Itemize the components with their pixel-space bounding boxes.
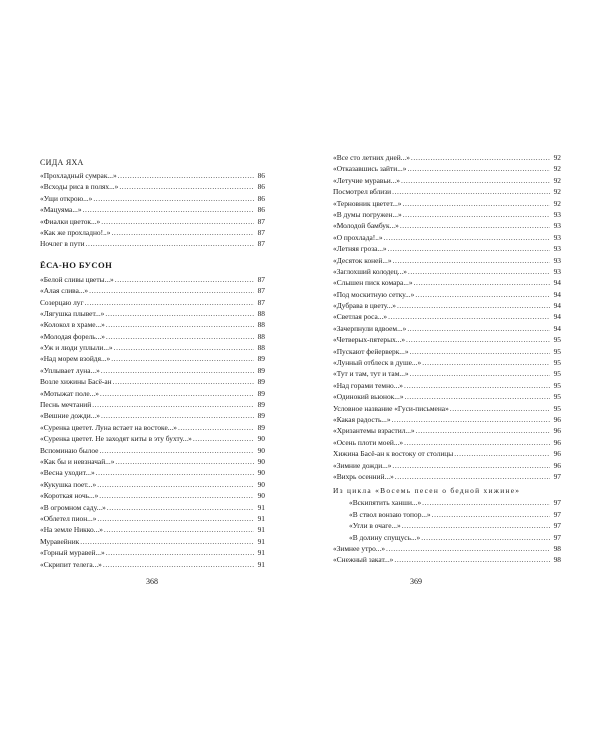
left-toc bbox=[40, 157, 265, 570]
tail-entries bbox=[333, 543, 561, 566]
toc-entry-page: 91 bbox=[257, 559, 265, 569]
toc-entry bbox=[40, 308, 265, 319]
dot-leader bbox=[403, 209, 550, 220]
toc-entry-page: 89 bbox=[257, 377, 265, 387]
toc-entry-title: «Дубрава в цвету...» bbox=[333, 301, 396, 311]
toc-entry bbox=[333, 543, 561, 554]
dot-leader bbox=[386, 543, 550, 554]
toc-entry-title: «Вешние дожди...» bbox=[40, 411, 100, 421]
toc-entry bbox=[333, 175, 561, 186]
toc-entry-title: «Десяток коней...» bbox=[333, 255, 392, 265]
toc-entry-page: 98 bbox=[553, 543, 561, 553]
dot-leader bbox=[101, 216, 254, 227]
toc-entry-title: «В долину спущусь...» bbox=[349, 532, 421, 542]
toc-entry-page: 92 bbox=[553, 175, 561, 185]
toc-entry-title: «Заглохший колодец...» bbox=[333, 266, 407, 276]
toc-entry bbox=[333, 520, 561, 531]
toc-entry-title: «Зимние дожди...» bbox=[333, 460, 392, 470]
toc-entry bbox=[40, 297, 265, 308]
right-page-number: 369 bbox=[410, 577, 422, 586]
toc-entry-page: 97 bbox=[553, 509, 561, 519]
left-page-number: 368 bbox=[146, 577, 158, 586]
toc-entry-page: 92 bbox=[553, 187, 561, 197]
toc-entry-title: «Угли в очаге...» bbox=[349, 521, 401, 531]
toc-entry bbox=[333, 509, 561, 520]
toc-entry-page: 90 bbox=[257, 468, 265, 478]
toc-entry-title: Условное название «Гуси-письмена» bbox=[333, 403, 449, 413]
toc-entry bbox=[333, 380, 561, 391]
dot-leader bbox=[106, 319, 254, 330]
cycle-entries bbox=[333, 497, 561, 543]
toc-entry bbox=[333, 414, 561, 425]
toc-entry-title: «Весна уходит...» bbox=[40, 468, 95, 478]
toc-entry-title: «Кукушка поет...» bbox=[40, 479, 97, 489]
toc-entry bbox=[40, 181, 265, 192]
toc-entry bbox=[40, 170, 265, 181]
toc-entry bbox=[333, 403, 561, 414]
toc-entry bbox=[333, 368, 561, 379]
toc-entry-page: 97 bbox=[553, 471, 561, 481]
dot-leader bbox=[106, 331, 254, 342]
dot-leader bbox=[392, 460, 550, 471]
toc-entry-title: Хижина Басё-ан к востоку от столицы bbox=[333, 449, 454, 459]
dot-leader bbox=[392, 186, 550, 197]
toc-entry bbox=[333, 163, 561, 174]
toc-entry-page: 96 bbox=[553, 437, 561, 447]
dot-leader bbox=[99, 445, 254, 456]
toc-entry-title: Возле хижины Басё-ан bbox=[40, 377, 112, 387]
toc-entry-title: «Летняя гроза...» bbox=[333, 244, 387, 254]
toc-entry bbox=[333, 300, 561, 311]
dot-leader bbox=[97, 513, 254, 524]
toc-entry bbox=[333, 357, 561, 368]
toc-entry-page: 94 bbox=[553, 323, 561, 333]
toc-entry-title: «Летучие муравьи...» bbox=[333, 175, 400, 185]
dot-leader bbox=[115, 456, 254, 467]
toc-entry-page: 88 bbox=[257, 343, 265, 353]
toc-entry-title: «Облетел пион...» bbox=[40, 513, 97, 523]
toc-entry bbox=[333, 266, 561, 277]
dot-leader bbox=[114, 342, 254, 353]
toc-entry-page: 93 bbox=[553, 209, 561, 219]
toc-entry bbox=[333, 448, 561, 459]
toc-entry-page: 94 bbox=[553, 301, 561, 311]
dot-leader bbox=[93, 193, 254, 204]
dot-leader bbox=[395, 471, 550, 482]
toc-entry bbox=[333, 152, 561, 163]
toc-entry-title: «В огромном саду...» bbox=[40, 502, 106, 512]
toc-entry-title: «Осень плоти моей...» bbox=[333, 437, 404, 447]
toc-entry-page: 90 bbox=[257, 491, 265, 501]
toc-entry bbox=[40, 193, 265, 204]
toc-entry bbox=[40, 524, 265, 535]
toc-entry bbox=[40, 479, 265, 490]
dot-leader bbox=[403, 198, 551, 209]
toc-entry-title: «Хризантемы взрастил...» bbox=[333, 426, 415, 436]
toc-entry-title: «В думы погружен...» bbox=[333, 209, 402, 219]
toc-entry bbox=[333, 186, 561, 197]
dot-leader bbox=[400, 220, 550, 231]
toc-entry-title: «Молодой бамбук...» bbox=[333, 221, 399, 231]
toc-entry-page: 87 bbox=[257, 297, 265, 307]
dot-leader bbox=[89, 285, 254, 296]
toc-entry bbox=[333, 497, 561, 508]
toc-entry bbox=[333, 323, 561, 334]
toc-entry-title: Вспоминаю былое bbox=[40, 445, 99, 455]
toc-entry-title: Посмотрел вблизи bbox=[333, 187, 392, 197]
toc-entry-page: 96 bbox=[553, 449, 561, 459]
toc-entry bbox=[40, 456, 265, 467]
toc-entry-title: Созерцаю луг bbox=[40, 297, 84, 307]
toc-entry-page: 87 bbox=[257, 274, 265, 284]
toc-entry-title: «Терновник цветет...» bbox=[333, 198, 402, 208]
toc-entry-title: «Над морем взойдя...» bbox=[40, 354, 111, 364]
dot-leader bbox=[422, 497, 550, 508]
section-entries-buson bbox=[40, 274, 265, 570]
toc-entry bbox=[40, 365, 265, 376]
dot-leader bbox=[411, 152, 550, 163]
toc-entry-page: 90 bbox=[257, 456, 265, 466]
toc-entry-page: 93 bbox=[553, 232, 561, 242]
toc-entry-page: 87 bbox=[257, 216, 265, 226]
toc-entry-page: 91 bbox=[257, 502, 265, 512]
toc-entry-title: «Колокол в храме...» bbox=[40, 320, 105, 330]
dot-leader bbox=[407, 323, 550, 334]
toc-entry-page: 95 bbox=[553, 358, 561, 368]
dot-leader bbox=[422, 357, 550, 368]
section-title-sida-yaha: СИДА ЯХА bbox=[40, 158, 84, 167]
dot-leader bbox=[115, 274, 254, 285]
toc-entry-page: 95 bbox=[553, 403, 561, 413]
toc-entry bbox=[40, 547, 265, 558]
dot-leader bbox=[414, 277, 550, 288]
toc-entry bbox=[40, 502, 265, 513]
toc-entry bbox=[333, 391, 561, 402]
right-toc bbox=[333, 152, 561, 566]
toc-entry bbox=[333, 437, 561, 448]
toc-entry-title: «Скрипит телега...» bbox=[40, 559, 102, 569]
toc-entry bbox=[333, 346, 561, 357]
dot-leader bbox=[407, 163, 550, 174]
dot-leader bbox=[401, 175, 550, 186]
toc-entry-title: «Уплывает луна...» bbox=[40, 365, 100, 375]
toc-entry bbox=[40, 331, 265, 342]
toc-entry-title: «Четверых-пятерых...» bbox=[333, 335, 406, 345]
dot-leader bbox=[111, 353, 254, 364]
dot-leader bbox=[450, 403, 550, 414]
toc-entry-page: 92 bbox=[553, 153, 561, 162]
dot-leader bbox=[85, 297, 254, 308]
toc-entry bbox=[40, 285, 265, 296]
toc-entry-page: 97 bbox=[553, 498, 561, 508]
toc-entry-page: 86 bbox=[257, 171, 265, 180]
toc-entry-title: «В ствол вонзаю топор...» bbox=[349, 509, 431, 519]
dot-leader bbox=[392, 414, 550, 425]
dot-leader bbox=[432, 509, 550, 520]
dot-leader bbox=[92, 399, 254, 410]
toc-entry-page: 92 bbox=[553, 164, 561, 174]
dot-leader bbox=[193, 433, 254, 444]
dot-leader bbox=[106, 547, 254, 558]
dot-leader bbox=[100, 388, 254, 399]
toc-entry-title: «Алая слива...» bbox=[40, 286, 89, 296]
dot-leader bbox=[410, 346, 550, 357]
dot-leader bbox=[101, 410, 254, 421]
toc-entry bbox=[40, 445, 265, 456]
toc-entry bbox=[333, 334, 561, 345]
toc-entry-title: «Светлая роса...» bbox=[333, 312, 388, 322]
dot-leader bbox=[393, 255, 550, 266]
toc-entry-title: «Короткая ночь...» bbox=[40, 491, 99, 501]
dot-leader bbox=[111, 227, 254, 238]
dot-leader bbox=[103, 559, 254, 570]
dot-leader bbox=[402, 520, 550, 531]
toc-entry bbox=[40, 204, 265, 215]
toc-entry-title: «Всходы риса в полях...» bbox=[40, 182, 119, 192]
toc-entry-page: 88 bbox=[257, 308, 265, 318]
toc-entry-page: 98 bbox=[553, 555, 561, 565]
dot-leader bbox=[80, 536, 254, 547]
toc-entry bbox=[40, 342, 265, 353]
toc-entry-page: 96 bbox=[553, 426, 561, 436]
toc-entry-page: 93 bbox=[553, 266, 561, 276]
dot-leader bbox=[113, 376, 254, 387]
section-entries-sida-yaha bbox=[40, 170, 265, 250]
toc-entry-page: 89 bbox=[257, 400, 265, 410]
toc-entry bbox=[40, 227, 265, 238]
dot-leader bbox=[404, 437, 550, 448]
toc-entry-page: 87 bbox=[257, 239, 265, 249]
toc-entry bbox=[333, 460, 561, 471]
toc-entry-page: 95 bbox=[553, 380, 561, 390]
toc-entry-title: «О прохлада!..» bbox=[333, 232, 383, 242]
toc-entry-title: «На земле Никко...» bbox=[40, 525, 103, 535]
toc-entry-page: 95 bbox=[553, 335, 561, 345]
dot-leader bbox=[86, 238, 254, 249]
toc-entry-page: 93 bbox=[553, 255, 561, 265]
toc-entry-page: 86 bbox=[257, 193, 265, 203]
toc-entry bbox=[333, 220, 561, 231]
toc-entry bbox=[333, 471, 561, 482]
toc-entry bbox=[40, 399, 265, 410]
toc-entry-page: 89 bbox=[257, 411, 265, 421]
dot-leader bbox=[119, 181, 254, 192]
dot-leader bbox=[99, 490, 254, 501]
dot-leader bbox=[118, 170, 254, 181]
toc-entry-title: «Прохладный сумрак...» bbox=[40, 171, 117, 180]
right-entries bbox=[333, 152, 561, 482]
dot-leader bbox=[107, 502, 254, 513]
toc-entry-page: 88 bbox=[257, 320, 265, 330]
right-page bbox=[300, 0, 600, 750]
toc-entry-page: 97 bbox=[553, 521, 561, 531]
toc-entry-page: 87 bbox=[257, 227, 265, 237]
toc-entry-page: 91 bbox=[257, 525, 265, 535]
dot-leader bbox=[421, 532, 550, 543]
toc-entry-page: 94 bbox=[553, 278, 561, 288]
dot-leader bbox=[404, 380, 550, 391]
toc-entry-page: 97 bbox=[553, 532, 561, 542]
dot-leader bbox=[96, 467, 254, 478]
dot-leader bbox=[415, 289, 550, 300]
toc-entry bbox=[333, 554, 561, 565]
toc-entry-page: 90 bbox=[257, 445, 265, 455]
toc-entry-title: «Одинокий вьюнок...» bbox=[333, 392, 404, 402]
toc-entry-page: 86 bbox=[257, 182, 265, 192]
dot-leader bbox=[397, 300, 550, 311]
toc-entry-page: 87 bbox=[257, 286, 265, 296]
toc-entry-page: 93 bbox=[553, 244, 561, 254]
toc-entry-page: 89 bbox=[257, 388, 265, 398]
dot-leader bbox=[408, 266, 550, 277]
toc-entry bbox=[40, 467, 265, 478]
toc-entry bbox=[333, 425, 561, 436]
toc-entry-title: Ночлег в пути bbox=[40, 239, 85, 249]
toc-entry bbox=[40, 410, 265, 421]
toc-entry-page: 90 bbox=[257, 479, 265, 489]
toc-entry-title: «Лягушка плывет...» bbox=[40, 308, 105, 318]
toc-entry bbox=[40, 274, 265, 285]
toc-entry bbox=[40, 388, 265, 399]
toc-entry-page: 93 bbox=[553, 221, 561, 231]
toc-entry bbox=[333, 277, 561, 288]
toc-entry-title: «Суренка цветет. Не заходят киты в эту бухту...» bbox=[40, 434, 192, 444]
toc-entry bbox=[333, 232, 561, 243]
dot-leader bbox=[406, 334, 550, 345]
toc-entry bbox=[40, 513, 265, 524]
toc-entry-title: Песнь мечтаний bbox=[40, 400, 92, 410]
dot-leader bbox=[410, 368, 550, 379]
toc-entry bbox=[40, 422, 265, 433]
toc-entry-title: «Суренка цветет. Луна встает на востоке...» bbox=[40, 422, 177, 432]
dot-leader bbox=[178, 422, 254, 433]
toc-entry-page: 96 bbox=[553, 460, 561, 470]
dot-leader bbox=[388, 243, 550, 254]
toc-entry-page: 95 bbox=[553, 392, 561, 402]
toc-entry bbox=[333, 198, 561, 209]
toc-entry-title: «Слышен писк комара...» bbox=[333, 278, 413, 288]
dot-leader bbox=[105, 308, 254, 319]
dot-leader bbox=[405, 391, 550, 402]
toc-entry-title: «Вихрь осенний...» bbox=[333, 471, 394, 481]
toc-entry bbox=[333, 209, 561, 220]
dot-leader bbox=[394, 554, 550, 565]
dot-leader bbox=[104, 524, 254, 535]
toc-entry-title: «Пускают фейерверк...» bbox=[333, 346, 409, 356]
toc-entry bbox=[40, 490, 265, 501]
toc-entry bbox=[40, 536, 265, 547]
dot-leader bbox=[454, 448, 550, 459]
toc-entry bbox=[40, 319, 265, 330]
toc-entry-page: 96 bbox=[553, 414, 561, 424]
toc-entry-title: «Фиалки цветок...» bbox=[40, 216, 101, 226]
toc-entry-title: «Отказавшись зайти...» bbox=[333, 164, 407, 174]
toc-entry-page: 95 bbox=[553, 346, 561, 356]
toc-entry-title: «Зимнее утро...» bbox=[333, 543, 386, 553]
toc-entry bbox=[40, 433, 265, 444]
toc-entry-title: «Как же прохладно!..» bbox=[40, 227, 111, 237]
toc-entry bbox=[40, 216, 265, 227]
toc-entry-title: «Все сто летних дней...» bbox=[333, 153, 410, 162]
toc-entry-title: «Под москитную сетку...» bbox=[333, 289, 415, 299]
toc-entry-title: «Какая радость...» bbox=[333, 414, 391, 424]
toc-entry-page: 94 bbox=[553, 289, 561, 299]
toc-entry-title: «Тут и там, тут и там...» bbox=[333, 369, 409, 379]
toc-entry-title: «Зачерпнули вдвоем...» bbox=[333, 323, 407, 333]
toc-entry-page: 91 bbox=[257, 548, 265, 558]
dot-leader bbox=[83, 204, 254, 215]
dot-leader bbox=[97, 479, 254, 490]
toc-entry-title: «Белой сливы цветы...» bbox=[40, 274, 114, 284]
cycle-title: Из цикла «Восемь песен о бедной хижине» bbox=[333, 486, 521, 496]
section-title-buson: ЁСА-НО БУСОН bbox=[40, 259, 113, 270]
dot-leader bbox=[388, 311, 550, 322]
toc-entry bbox=[40, 559, 265, 570]
toc-entry bbox=[333, 243, 561, 254]
toc-entry bbox=[333, 289, 561, 300]
toc-entry-title: «Лунный отблеск в душе...» bbox=[333, 358, 422, 368]
toc-entry-page: 92 bbox=[553, 198, 561, 208]
toc-entry-title: «Ущи открою...» bbox=[40, 193, 93, 203]
dot-leader bbox=[384, 232, 550, 243]
dot-leader bbox=[101, 365, 254, 376]
toc-entry-title: «Горный муравей...» bbox=[40, 548, 105, 558]
toc-entry-title: «Мотыжат поле...» bbox=[40, 388, 99, 398]
toc-entry-page: 88 bbox=[257, 331, 265, 341]
toc-entry-title: «Молодая форель...» bbox=[40, 331, 105, 341]
toc-entry-title: «Уж и люди уплыли...» bbox=[40, 343, 113, 353]
toc-entry-title: «Снежный закат...» bbox=[333, 555, 394, 565]
toc-entry bbox=[333, 255, 561, 266]
toc-entry bbox=[333, 311, 561, 322]
toc-entry bbox=[333, 532, 561, 543]
toc-entry bbox=[40, 238, 265, 249]
toc-entry-page: 91 bbox=[257, 513, 265, 523]
toc-entry-title: Муравейник bbox=[40, 536, 80, 546]
toc-entry bbox=[40, 376, 265, 387]
toc-entry-page: 89 bbox=[257, 365, 265, 375]
toc-entry-page: 90 bbox=[257, 434, 265, 444]
toc-entry-page: 94 bbox=[553, 312, 561, 322]
toc-entry bbox=[40, 353, 265, 364]
toc-entry-title: «Вскипятить ханши...» bbox=[349, 498, 422, 508]
toc-entry-page: 89 bbox=[257, 422, 265, 432]
dot-leader bbox=[416, 425, 550, 436]
toc-entry-page: 91 bbox=[257, 536, 265, 546]
toc-entry-title: «Над горами темно...» bbox=[333, 380, 403, 390]
toc-entry-page: 86 bbox=[257, 205, 265, 215]
toc-entry-title: «Мацуяма...» bbox=[40, 205, 82, 215]
toc-entry-page: 89 bbox=[257, 354, 265, 364]
toc-entry-title: «Как бы и невзначай...» bbox=[40, 456, 115, 466]
toc-entry-page: 95 bbox=[553, 369, 561, 379]
